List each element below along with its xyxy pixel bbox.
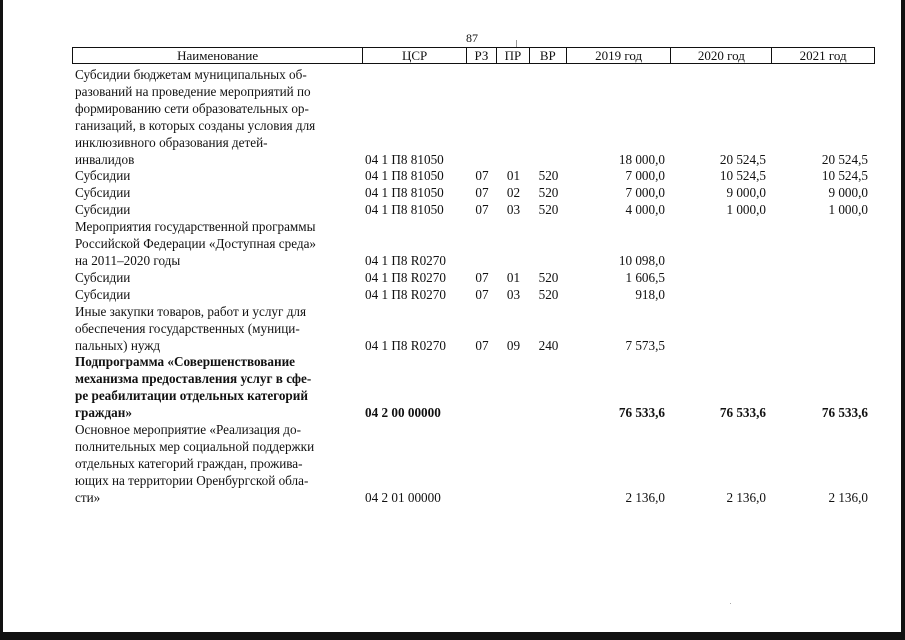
row-rz: 07 bbox=[475, 168, 489, 184]
row-values bbox=[363, 405, 875, 422]
row-name-line: Субсидии bbox=[75, 168, 131, 184]
row-name bbox=[72, 185, 363, 202]
row-name bbox=[72, 168, 363, 185]
row-values bbox=[363, 287, 875, 304]
row-pr bbox=[497, 490, 530, 507]
row-name bbox=[72, 354, 363, 422]
row-values bbox=[363, 270, 875, 287]
row-pr: 01 bbox=[506, 269, 521, 285]
row-csr: 04 1 П8 R0270 bbox=[365, 252, 446, 268]
row-rz: 07 bbox=[475, 185, 489, 201]
row-2020 bbox=[672, 270, 773, 287]
row-name bbox=[72, 287, 363, 304]
row-name-line: разований на проведение мероприятий по bbox=[75, 83, 311, 99]
table-header bbox=[72, 47, 875, 64]
row-2020: 76 533,6 bbox=[719, 405, 766, 421]
table-row bbox=[72, 67, 875, 168]
row-values bbox=[363, 185, 875, 202]
table-row bbox=[72, 287, 875, 304]
row-vr bbox=[530, 405, 567, 422]
row-2020 bbox=[672, 287, 773, 304]
row-name-line: инклюзивного образования детей- bbox=[75, 134, 268, 150]
scan-frame-bottom bbox=[0, 632, 905, 640]
row-2019: 918,0 bbox=[635, 286, 665, 302]
row-2021: 76 533,6 bbox=[821, 405, 868, 421]
row-2020: 9 000,0 bbox=[726, 185, 766, 201]
table-row bbox=[72, 219, 875, 270]
row-csr: 04 1 П8 81050 bbox=[365, 168, 444, 184]
row-name-line: Субсидии bbox=[75, 185, 131, 201]
row-vr: 520 bbox=[538, 168, 559, 184]
header-2020: 2020 год bbox=[671, 48, 772, 63]
row-rz bbox=[467, 152, 497, 169]
row-2019: 7 573,5 bbox=[625, 337, 665, 353]
table-row bbox=[72, 304, 875, 355]
row-name-line: на 2011–2020 годы bbox=[75, 252, 181, 268]
table-row bbox=[72, 168, 875, 185]
row-2021: 10 524,5 bbox=[821, 168, 868, 184]
row-2020: 1 000,0 bbox=[726, 202, 766, 218]
header-pr: ПР bbox=[497, 48, 530, 63]
scan-speck bbox=[730, 603, 731, 604]
row-name-line: инвалидов bbox=[75, 151, 135, 167]
row-csr: 04 1 П8 R0270 bbox=[365, 286, 446, 302]
table-body bbox=[72, 67, 875, 507]
row-rz: 07 bbox=[475, 202, 489, 218]
row-2019: 7 000,0 bbox=[625, 168, 665, 184]
row-name-line: пальных) нужд bbox=[75, 337, 161, 353]
row-2021: 9 000,0 bbox=[828, 185, 868, 201]
row-name bbox=[72, 219, 363, 270]
row-csr: 04 1 П8 81050 bbox=[365, 151, 444, 167]
row-name-line: Подпрограмма «Совершенствование bbox=[75, 354, 296, 370]
table-row bbox=[72, 202, 875, 219]
page-number: 87 bbox=[466, 31, 478, 45]
row-csr: 04 2 01 00000 bbox=[365, 489, 441, 505]
row-name-line: Субсидии бюджетам муниципальных об- bbox=[75, 67, 307, 82]
row-2021 bbox=[773, 270, 875, 287]
row-name-line: граждан» bbox=[75, 405, 132, 421]
row-name bbox=[72, 304, 363, 355]
row-values bbox=[363, 202, 875, 219]
row-name-line: сти» bbox=[75, 489, 101, 505]
row-values bbox=[363, 152, 875, 169]
header-rz: РЗ bbox=[467, 48, 497, 63]
row-rz: 07 bbox=[475, 269, 489, 285]
row-pr: 03 bbox=[506, 202, 521, 218]
header-vr: ВР bbox=[530, 48, 567, 63]
row-2019: 10 098,0 bbox=[618, 252, 665, 268]
row-values bbox=[363, 490, 875, 507]
row-2021 bbox=[773, 287, 875, 304]
row-rz: 07 bbox=[475, 337, 489, 353]
row-pr: 09 bbox=[506, 337, 521, 353]
header-csr: ЦСР bbox=[363, 48, 467, 63]
row-pr: 01 bbox=[506, 168, 521, 184]
table-row bbox=[72, 185, 875, 202]
row-name-line: Иные закупки товаров, работ и услуг для bbox=[75, 303, 307, 319]
row-csr: 04 1 П8 81050 bbox=[365, 185, 444, 201]
row-csr: 04 2 00 00000 bbox=[365, 405, 441, 421]
row-vr: 520 bbox=[538, 185, 559, 201]
row-2020 bbox=[672, 338, 773, 355]
row-name-line: Субсидии bbox=[75, 269, 131, 285]
row-2021: 2 136,0 bbox=[828, 489, 868, 505]
row-name-line: Субсидии bbox=[75, 202, 131, 218]
row-name-line: Российской Федерации «Доступная среда» bbox=[75, 236, 317, 252]
header-2021: 2021 год bbox=[799, 48, 847, 63]
row-2019: 2 136,0 bbox=[625, 489, 665, 505]
table-row bbox=[72, 270, 875, 287]
row-2020: 20 524,5 bbox=[719, 151, 766, 167]
row-2021 bbox=[773, 253, 875, 270]
row-rz: 07 bbox=[475, 286, 489, 302]
row-values bbox=[363, 338, 875, 355]
row-name bbox=[72, 422, 363, 507]
scan-frame-left bbox=[0, 0, 3, 640]
table-row bbox=[72, 422, 875, 507]
row-pr bbox=[497, 253, 530, 270]
row-name-line: формированию сети образовательных ор- bbox=[75, 100, 309, 116]
row-2021 bbox=[773, 338, 875, 355]
row-name-line: полнительных мер социальной поддержки bbox=[75, 438, 315, 454]
row-2019: 76 533,6 bbox=[618, 405, 665, 421]
row-name bbox=[72, 202, 363, 219]
row-vr bbox=[530, 490, 567, 507]
row-vr bbox=[530, 152, 567, 169]
row-2021: 20 524,5 bbox=[821, 151, 868, 167]
row-pr: 03 bbox=[506, 286, 521, 302]
row-name-line: ющих на территории Оренбургской обла- bbox=[75, 472, 309, 488]
row-csr: 04 1 П8 81050 bbox=[365, 202, 444, 218]
header-name: Наименование bbox=[73, 48, 363, 63]
row-vr bbox=[530, 253, 567, 270]
row-values bbox=[363, 168, 875, 185]
row-name-line: Мероприятия государственной программы bbox=[75, 219, 316, 235]
row-2021: 1 000,0 bbox=[828, 202, 868, 218]
row-name-line: ре реабилитации отдельных категорий bbox=[75, 388, 308, 404]
row-name bbox=[72, 270, 363, 287]
row-name-line: Основное мероприятие «Реализация до- bbox=[75, 422, 301, 438]
scan-frame-right bbox=[901, 0, 905, 636]
row-name bbox=[72, 67, 363, 168]
row-rz bbox=[467, 253, 497, 270]
scan-mark bbox=[516, 40, 517, 47]
row-name-line: Субсидии bbox=[75, 286, 131, 302]
row-2019: 7 000,0 bbox=[625, 185, 665, 201]
row-pr bbox=[497, 152, 530, 169]
row-name-line: ганизаций, в которых созданы условия для bbox=[75, 117, 316, 133]
row-2019: 1 606,5 bbox=[625, 269, 665, 285]
row-2020: 2 136,0 bbox=[726, 489, 766, 505]
row-csr: 04 1 П8 R0270 bbox=[365, 269, 446, 285]
row-name-line: обеспечения государственных (муници- bbox=[75, 320, 300, 336]
row-name-line: механизма предоставления услуг в сфе- bbox=[75, 371, 312, 387]
row-2019: 18 000,0 bbox=[618, 151, 665, 167]
row-vr: 240 bbox=[538, 337, 559, 353]
row-2020 bbox=[672, 253, 773, 270]
row-rz bbox=[467, 490, 497, 507]
row-name-line: отдельных категорий граждан, прожива- bbox=[75, 455, 303, 471]
row-csr: 04 1 П8 R0270 bbox=[365, 337, 446, 353]
row-rz bbox=[467, 405, 497, 422]
row-values bbox=[363, 253, 875, 270]
row-vr: 520 bbox=[538, 269, 559, 285]
table-row bbox=[72, 354, 875, 422]
row-pr: 02 bbox=[506, 185, 521, 201]
header-2019: 2019 год bbox=[567, 48, 672, 63]
row-2019: 4 000,0 bbox=[625, 202, 665, 218]
row-vr: 520 bbox=[538, 286, 559, 302]
row-pr bbox=[497, 405, 530, 422]
row-vr: 520 bbox=[538, 202, 559, 218]
row-2020: 10 524,5 bbox=[719, 168, 766, 184]
